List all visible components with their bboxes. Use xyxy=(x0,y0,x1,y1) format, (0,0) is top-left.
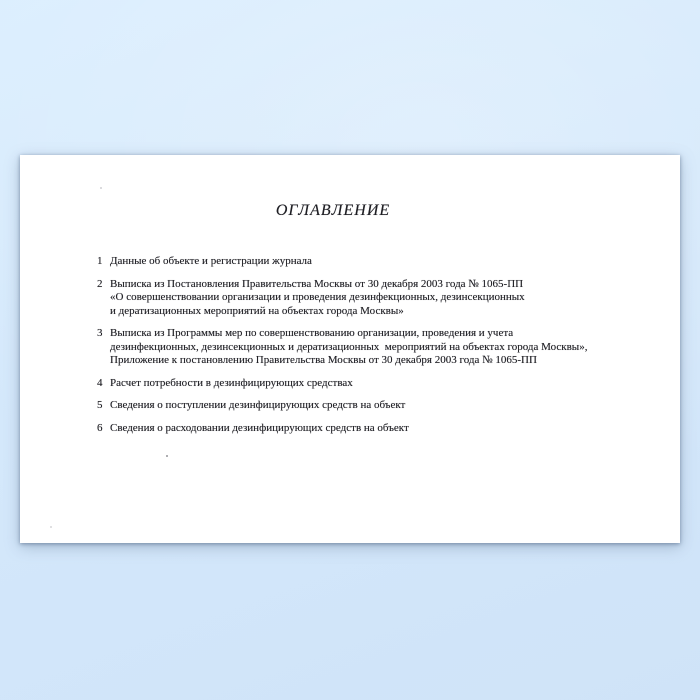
toc-item-line: «О совершенствовании организации и проведения дезинфекционных, дезинсекционных xyxy=(110,291,525,303)
toc-item xyxy=(97,327,640,368)
toc-item-line: Приложение к постановлению Правительства Москвы от 30 декабря 2003 года № 1065-ПП xyxy=(110,354,537,366)
toc-item-number: 4 xyxy=(97,376,103,389)
toc-item-lines xyxy=(110,255,312,269)
toc-list xyxy=(20,255,680,435)
scan-speck xyxy=(100,187,102,189)
page-title: ОГЛАВЛЕНИЕ xyxy=(275,202,391,219)
toc-item-line: Данные об объекте и регистрации журнала xyxy=(110,255,312,267)
toc-item-number: 1 xyxy=(97,255,103,267)
toc-item-line: Расчет потребности в дезинфицирующих средствах xyxy=(110,376,353,389)
toc-item-lines xyxy=(110,327,587,368)
scan-speck xyxy=(166,455,168,457)
toc-item-number: 5 xyxy=(97,399,103,411)
toc-item-number: 3 xyxy=(97,327,103,339)
toc-item-lines xyxy=(110,278,525,319)
toc-item-line: Выписка из Постановления Правительства Москвы от 30 декабря 2003 года № 1065-ПП xyxy=(110,277,524,290)
toc-item-line: Сведения о расходовании дезинфицирующих средств на объект xyxy=(110,421,409,434)
toc-item-number: 2 xyxy=(97,277,103,290)
toc-item xyxy=(97,422,640,436)
toc-item xyxy=(97,255,640,269)
toc-item-lines xyxy=(110,399,405,413)
toc-item xyxy=(97,377,640,391)
toc-item-lines xyxy=(110,422,409,436)
toc-item-line: и дератизационных мероприятий на объектах города Москвы» xyxy=(110,304,404,317)
toc-item-line: дезинфекционных, дезинсекционных и дератизационных мероприятий на объектах города Москвы», xyxy=(110,340,588,353)
toc-item-line: Сведения о поступлении дезинфицирующих средств на объект xyxy=(110,399,406,411)
toc-item xyxy=(97,278,640,319)
toc-item-line: Выписка из Программы мер по совершенствованию организации, проведения и учета xyxy=(110,327,514,339)
document-page xyxy=(20,155,680,543)
toc-item-lines xyxy=(110,377,353,391)
scan-speck xyxy=(50,526,52,528)
toc-item xyxy=(97,399,640,413)
toc-item-number: 6 xyxy=(97,421,103,434)
